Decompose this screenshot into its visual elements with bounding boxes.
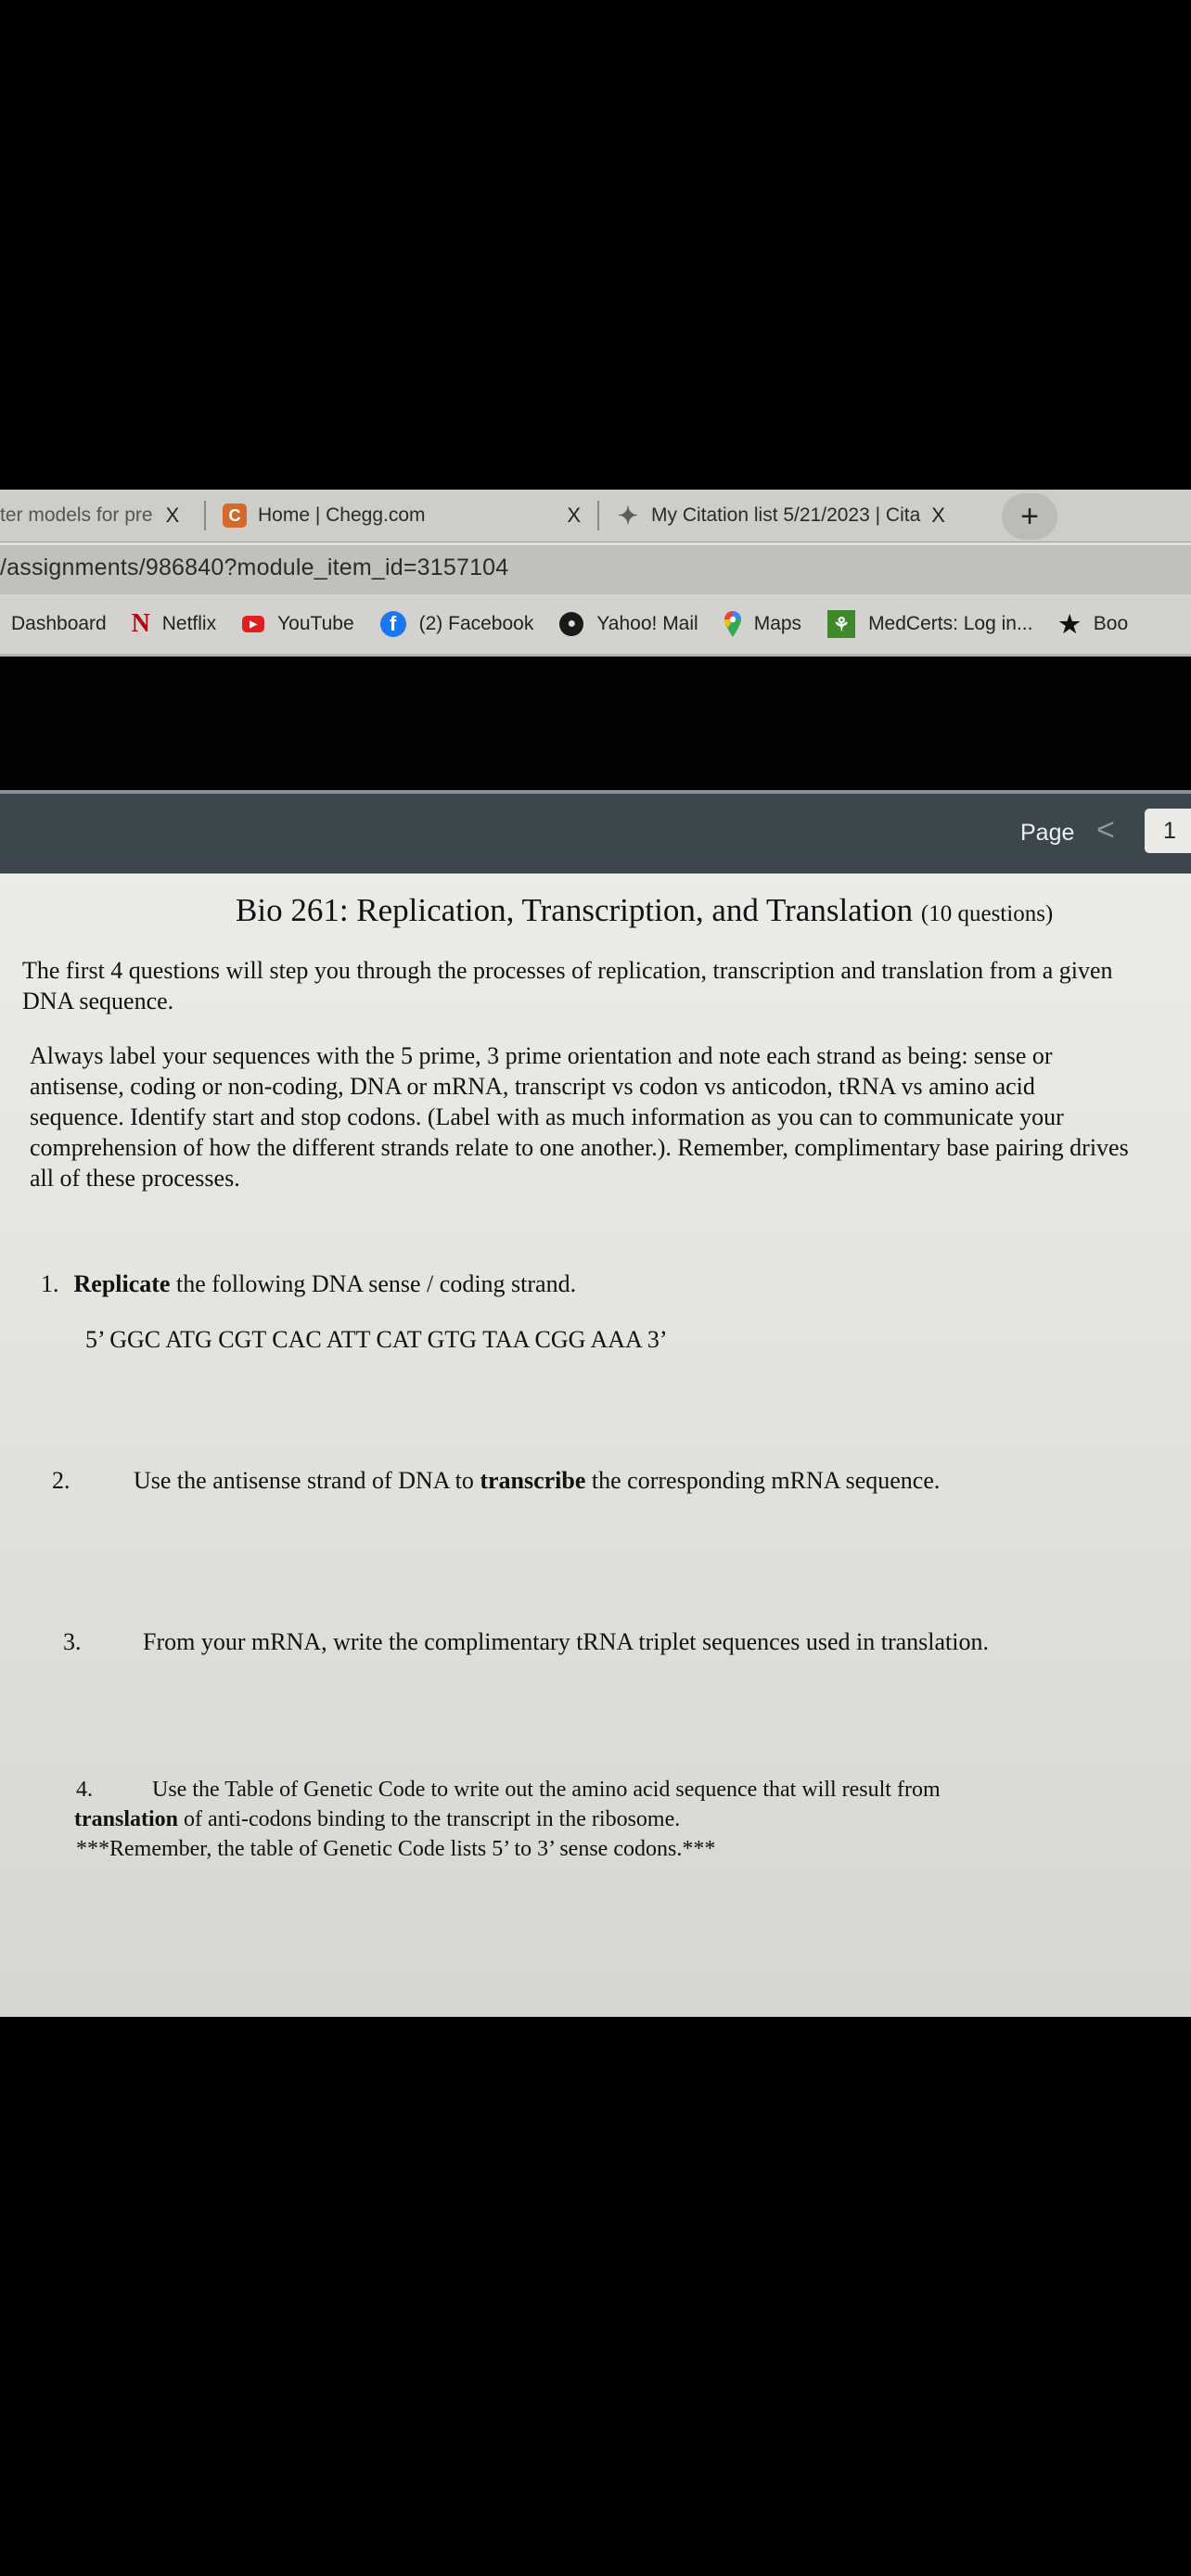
question-text: Use the Table of Genetic Code to write out the amino acid sequence that will result from	[152, 1778, 941, 1802]
yahoo-mail-icon: ●	[559, 612, 583, 636]
maps-icon	[724, 611, 741, 637]
question-4	[76, 1775, 1096, 1864]
background-top	[0, 0, 1191, 490]
bookmark-label: Netflix	[161, 613, 217, 634]
bookmark-youtube[interactable]	[242, 613, 354, 635]
question-number: 1.	[41, 1270, 59, 1297]
question-keyword: Replicate	[73, 1270, 171, 1297]
title-note: (10 questions)	[920, 901, 1054, 926]
bookmark-dashboard[interactable]	[11, 613, 107, 635]
new-tab-button[interactable]: +	[1002, 493, 1057, 540]
tab-title: My Citation list 5/21/2023 | Cita	[651, 504, 921, 526]
youtube-icon: ▶	[242, 616, 264, 632]
bookmark-label: Boo	[1093, 613, 1129, 634]
question-text: the following DNA sense / coding strand.	[170, 1270, 577, 1297]
tab-separator	[597, 501, 599, 530]
pdf-toolbar	[0, 790, 1191, 874]
question-number: 2.	[52, 1467, 70, 1494]
question-text: From your mRNA, write the complimentary tRNA triplet sequences used in translation.	[143, 1628, 990, 1655]
page-number-input[interactable]	[1145, 809, 1191, 853]
question-text: Use the antisense strand of DNA to	[134, 1467, 480, 1494]
bookmark-yahoo-mail[interactable]	[559, 612, 698, 636]
tab-citation[interactable]	[616, 490, 987, 542]
tab-previous[interactable]	[0, 490, 215, 542]
question-text: of anti-codons binding to the transcript in the ribosome.	[178, 1807, 681, 1831]
question-number: 4.	[76, 1778, 93, 1802]
document-title	[236, 892, 1053, 929]
chegg-icon: C	[223, 504, 247, 528]
question-keyword: translation	[74, 1807, 179, 1831]
tab-title: ter models for pre	[0, 504, 153, 526]
background-gap	[0, 657, 1191, 788]
close-icon[interactable]: X	[567, 504, 581, 527]
bookmark-medcerts[interactable]	[827, 610, 1032, 638]
question-keyword: transcribe	[480, 1467, 586, 1494]
url-text[interactable]: /assignments/986840?module_item_id=3157104	[0, 555, 509, 580]
address-bar[interactable]	[0, 542, 1191, 597]
close-icon[interactable]: X	[165, 504, 180, 527]
tab-separator	[204, 501, 206, 530]
question-note: ***Remember, the table of Genetic Code lists 5’ to 3’ sense codons.***	[76, 1837, 716, 1861]
medcerts-icon: ⚘	[827, 610, 855, 638]
dna-sequence: 5’ GGC ATG CGT CAC ATT CAT GTG TAA CGG AAA 3’	[85, 1326, 668, 1353]
bookmark-label: Maps	[753, 613, 802, 634]
bookmark-facebook[interactable]	[380, 611, 534, 637]
chevron-left-icon[interactable]: <	[1096, 812, 1115, 848]
bookmark-label: Yahoo! Mail	[596, 613, 698, 634]
question-1	[41, 1269, 576, 1299]
bookmark-netflix[interactable]	[133, 609, 216, 639]
close-icon[interactable]: X	[931, 504, 945, 527]
bookmark-label: Dashboard	[11, 613, 107, 634]
bookmark-folder[interactable]	[1058, 610, 1128, 639]
intro-paragraph: The first 4 questions will step you through the processes of replication, transcription and translation from a given DNA sequence.	[22, 957, 1113, 1014]
background-bottom	[0, 2017, 1191, 2576]
question-number: 3.	[63, 1628, 82, 1655]
page-label: Page	[1020, 820, 1075, 846]
tab-chegg[interactable]	[223, 490, 599, 542]
bookmark-label: (2) Facebook	[418, 613, 534, 634]
title-text: Bio 261: Replication, Transcription, and Translation	[236, 892, 914, 928]
question-3	[63, 1626, 989, 1657]
bookmark-maps[interactable]	[724, 611, 801, 637]
tab-title: Home | Chegg.com	[258, 504, 426, 526]
browser-tab-strip	[0, 490, 1191, 542]
bookmark-label: MedCerts: Log in...	[868, 613, 1033, 634]
bookmark-label: YouTube	[277, 613, 354, 634]
star-icon: ★	[1058, 609, 1081, 638]
netflix-icon: N	[131, 609, 150, 638]
question-text: the corresponding mRNA sequence.	[585, 1467, 941, 1494]
instructions-paragraph: Always label your sequences with the 5 prime, 3 prime orientation and note each strand as being: sense or antisense, coding or non-coding, DNA or mRNA, transcript vs codon vs anticodon, tRNA vs amino acid sequence. Identify start and stop codons. (Label with as much information as you can to communicate your comprehension of how the different strands relate to one another.). Remember, complimentary base pairing drives all of these processes.	[30, 1042, 1129, 1192]
bookmarks-bar	[0, 594, 1191, 657]
citation-icon: ✦	[618, 501, 638, 529]
question-2	[52, 1465, 940, 1496]
facebook-icon: f	[380, 611, 406, 637]
document-page	[0, 874, 1191, 2017]
